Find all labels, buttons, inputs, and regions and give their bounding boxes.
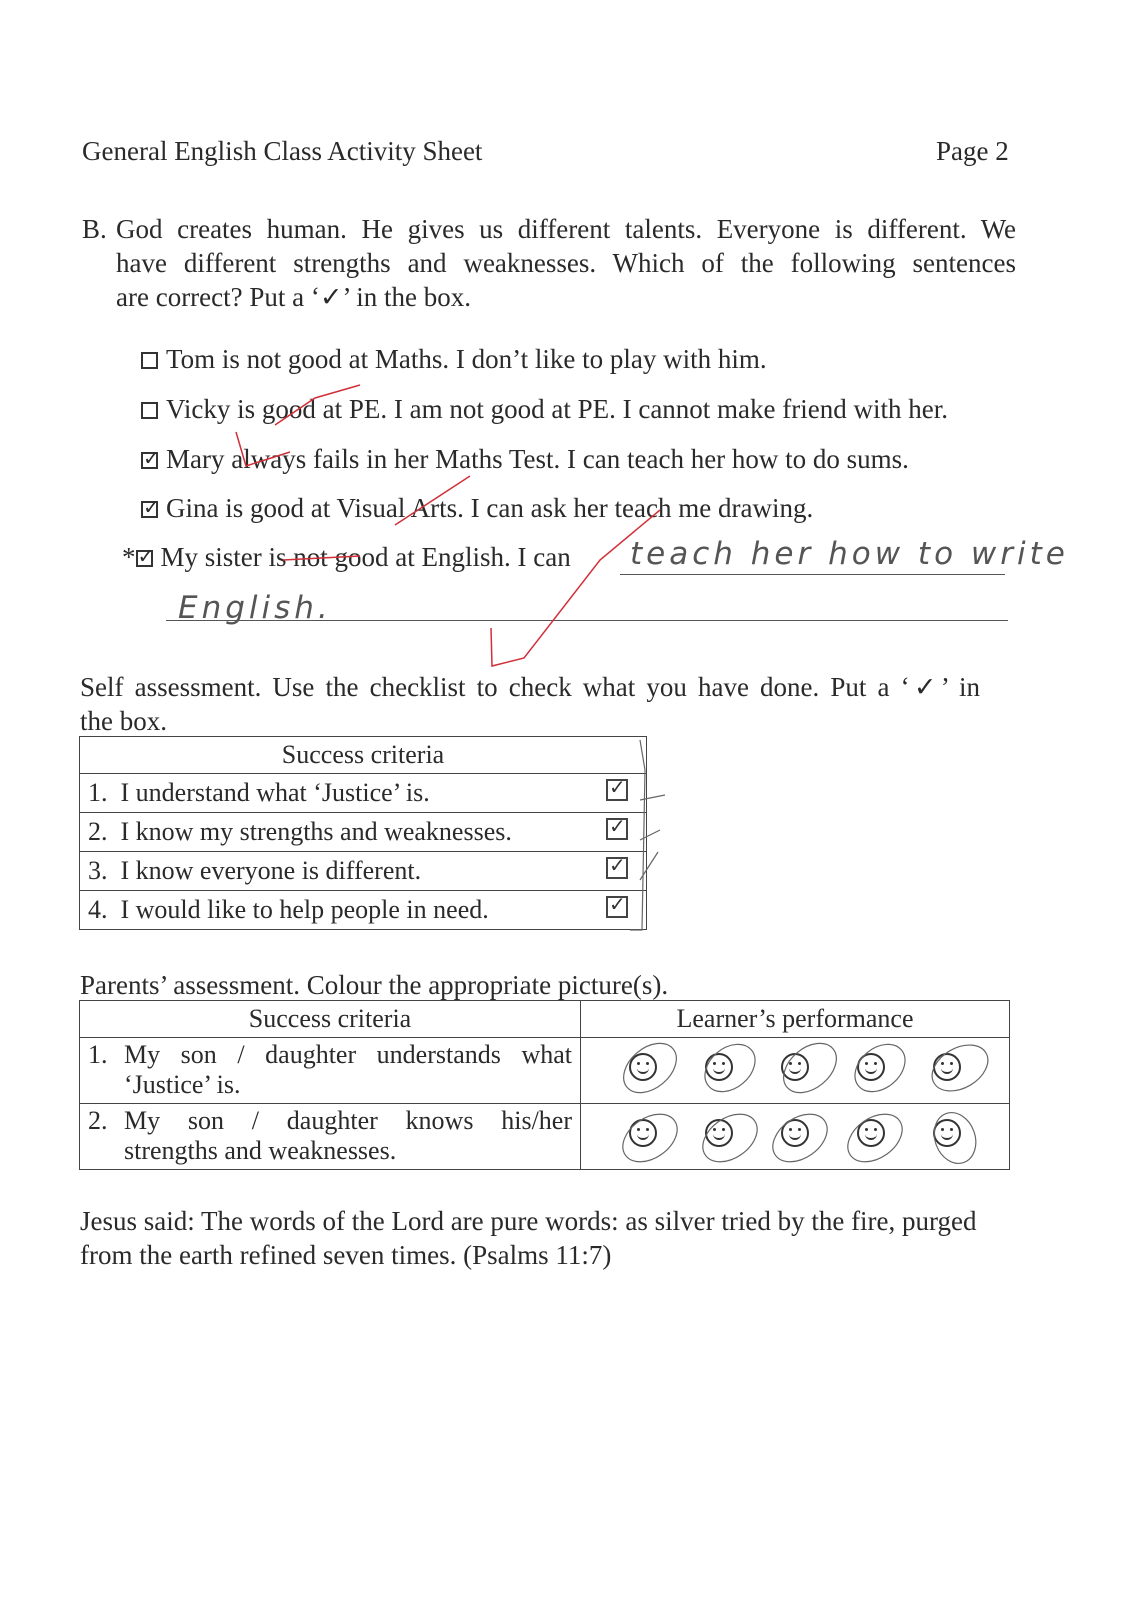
row-text: I know everyone is different. [120,856,422,885]
self-assessment-instruction-1: Self assessment. Use the checklist to check what you have done. Put a ‘✓’ in [80,672,980,702]
parents-assessment-instruction: Parents’ assessment. Colour the appropriate picture(s). [80,970,669,1000]
col-success-criteria: Success criteria [80,1001,581,1038]
handwritten-answer-2: English. [178,590,332,626]
statement-text: Mary always fails in her Maths Test. I can teach her how to do sums. [166,444,909,474]
self-assessment-header: Success criteria [80,737,647,774]
sheet-title: General English Class Activity Sheet [82,136,483,166]
row-text: I know my strengths and weaknesses. [120,817,512,846]
section-b-line-2: have different strengths and weaknesses. Which of the following sentences [116,248,1016,278]
page-number: Page 2 [936,136,1009,166]
self-assessment-instruction-2: the box. [80,706,167,736]
pencil-tick-column [630,740,645,930]
row-number: 1. [88,1040,108,1069]
row-number: 2. [88,817,108,846]
quote-line-2: from the earth refined seven times. (Psalms 11:7) [80,1240,612,1270]
row-text-line-1: My son / daughter knows his/her [124,1106,572,1135]
row-text: I would like to help people in need. [120,895,489,924]
row-number: 1. [88,778,108,807]
statement-text: My sister is not good at English. I can [160,542,571,572]
statement-text: Vicky is good at PE. I am not good at PE. I cannot make friend with her. [166,394,948,424]
section-b-line-1: God creates human. He gives us different talents. Everyone is different. We [116,214,1016,244]
row-text-line-2: ‘Justice’ is. [124,1070,241,1099]
row-text: I understand what ‘Justice’ is. [120,778,430,807]
row-text-line-1: My son / daughter understands what [124,1040,572,1069]
row-number: 3. [88,856,108,885]
row-number: 2. [88,1106,108,1135]
statement-text: Tom is not good at Maths. I don’t like to play with him. [166,344,767,374]
star-marker: * [122,542,136,572]
quote-line-1: Jesus said: The words of the Lord are pure words: as silver tried by the fire, purged [80,1206,977,1236]
section-b-label: B. [82,214,107,244]
statement-text: Gina is good at Visual Arts. I can ask her teach me drawing. [166,493,814,523]
row-number: 4. [88,895,108,924]
handwritten-answer-1: teach her how to write [630,536,1069,572]
row-text-line-2: strengths and weaknesses. [124,1136,397,1165]
section-b-line-3: are correct? Put a ‘✓’ in the box. [116,282,471,312]
col-learner-performance: Learner’s performance [581,1001,1010,1038]
